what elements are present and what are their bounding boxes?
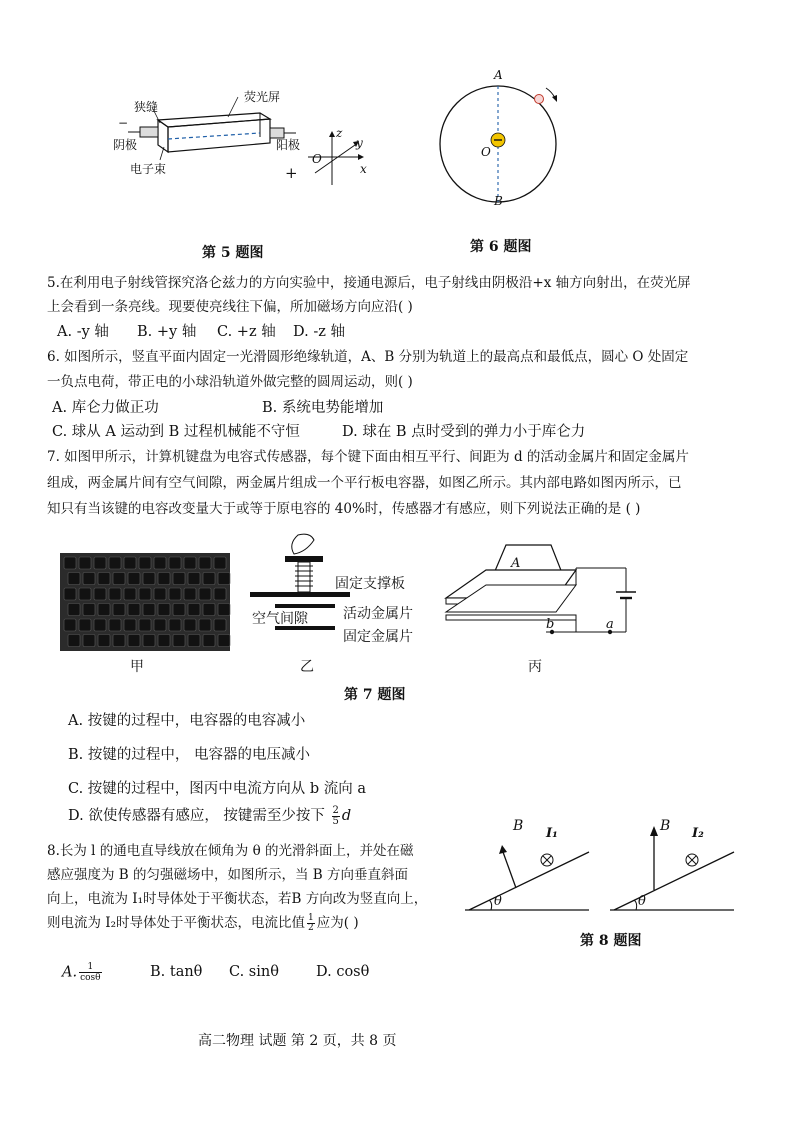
- keyboard-key: [143, 604, 155, 616]
- circular-track-diagram: [430, 74, 570, 214]
- keyboard-key: [128, 604, 140, 616]
- keyboard-key: [139, 557, 151, 569]
- keyboard-key: [154, 619, 166, 631]
- fig5-label-minus: −: [118, 116, 129, 130]
- fig5-label-slit: 狭缝: [134, 100, 159, 114]
- q8-fig-right-B: B: [660, 818, 671, 834]
- keyboard-key: [199, 588, 211, 600]
- q7-label-support: 固定支撑板: [335, 576, 405, 592]
- keyboard-key: [113, 573, 125, 585]
- keyboard-key: [139, 588, 151, 600]
- keyboard-key: [214, 619, 226, 631]
- fig5-caption: 第 5 题图: [202, 245, 264, 261]
- keyboard-key: [64, 619, 76, 631]
- keyboard-key: [158, 573, 170, 585]
- keyboard-key: [128, 635, 140, 647]
- keyboard-key: [113, 635, 125, 647]
- q7-option-c: C. 按键的过程中，图丙中电流方向从 b 流向 a: [68, 781, 367, 797]
- q8-ratio-den: 2: [308, 923, 314, 933]
- q5-stem-line-1: 5.在利用电子射线管探究洛仑兹力的方向实验中，接通电源后，电子射线由阴极沿+x 轴方向射出，在荧光屏: [47, 275, 691, 291]
- keyboard-key: [214, 557, 226, 569]
- keyboard-key: [158, 604, 170, 616]
- q6-option-b: B. 系统电势能增加: [262, 400, 384, 416]
- q8-stem-line-1: 8.长为 l 的通电直导线放在倾角为 θ 的光滑斜面上，并处在磁: [47, 843, 414, 859]
- q6-option-d: D. 球在 B 点时受到的弹力小于库仑力: [342, 424, 586, 440]
- keyboard-key: [218, 635, 230, 647]
- keyboard-key: [79, 619, 91, 631]
- fig6-label-B: B: [494, 194, 503, 208]
- fig5-label-anode: 阳极: [276, 138, 301, 152]
- keyboard-key: [143, 635, 155, 647]
- keyboard-key: [218, 604, 230, 616]
- keyboard-key: [188, 573, 200, 585]
- q8-stem-line-4-text: 则电流为 I₂时导体处于平衡状态，电流比值: [47, 915, 306, 931]
- keyboard-key: [109, 588, 121, 600]
- keyboard-key: [64, 588, 76, 600]
- keyboard-key: [113, 604, 125, 616]
- keyboard-key: [214, 588, 226, 600]
- keyboard-key: [128, 573, 140, 585]
- keyboard-key: [169, 619, 181, 631]
- q8-fig-left-I1: I₁: [546, 826, 558, 841]
- incline-perpendicular-field-diagram: [465, 812, 595, 912]
- q7-label-jia: 甲: [130, 659, 144, 675]
- q6-option-a: A. 库仑力做正功: [52, 400, 159, 416]
- q7-stem-line-3: 知只有当该键的电容改变量大于或等于原电容的 40%时，传感器才有感应，则下列说法正确的是 ( ): [47, 501, 641, 517]
- q5-option-b: B. +y 轴: [137, 324, 197, 340]
- q8-fig-left-theta: θ: [494, 894, 502, 909]
- q8-stem-line-3: 向上，电流为 I₁时导体处于平衡状态，若B 方向改为竖直向上，: [47, 891, 428, 907]
- keyboard-key: [184, 619, 196, 631]
- q7-label-a: a: [606, 617, 614, 632]
- q8-caption: 第 8 题图: [580, 933, 642, 949]
- q8-stem-tail: 应为( ): [316, 915, 359, 931]
- q8-option-b: B. tanθ: [150, 964, 203, 980]
- keyboard-key: [68, 573, 80, 585]
- keyboard-key: [83, 573, 95, 585]
- q7-label-moving: 活动金属片: [343, 606, 413, 622]
- keyboard-key: [98, 573, 110, 585]
- keyboard-key: [169, 557, 181, 569]
- q8-ratio-fraction: [307, 914, 315, 933]
- q7-option-d-var: d: [341, 808, 352, 824]
- keyboard-key: [173, 635, 185, 647]
- keyboard-key: [94, 557, 106, 569]
- fig5-axis-y: y: [356, 136, 363, 150]
- q7-option-d: [68, 804, 351, 827]
- keyboard-key: [188, 604, 200, 616]
- q8-fig-right-theta: θ: [638, 894, 646, 909]
- q7-caption: 第 7 题图: [344, 687, 406, 703]
- q7-label-gap: 空气间隙: [252, 611, 308, 627]
- q5-option-c: C. +z 轴: [217, 324, 276, 340]
- q7-option-a: A. 按键的过程中，电容器的电容减小: [68, 713, 306, 729]
- q7-label-yi: 乙: [300, 659, 314, 675]
- keyboard-key: [173, 573, 185, 585]
- q5-option-d: D. -z 轴: [293, 324, 345, 340]
- q7-stem-line-1: 7. 如图甲所示，计算机键盘为电容式传感器，每个键下面由相互平行、间距为 d 的活动金属片和固定金属片: [47, 449, 689, 465]
- keyboard-key: [79, 588, 91, 600]
- fig5-axis-origin: O: [312, 152, 322, 166]
- keyboard-key: [203, 635, 215, 647]
- fig5-label-screen: 荧光屏: [244, 90, 281, 104]
- page-footer: 高二物理 试题 第 2 页，共 8 页: [198, 1033, 397, 1049]
- keyboard-key: [83, 604, 95, 616]
- keyboard-key: [173, 604, 185, 616]
- q8-fig-left-B: B: [513, 818, 524, 834]
- keyboard-key: [169, 588, 181, 600]
- fig5-label-cathode: 阴极: [113, 138, 138, 152]
- q8-option-c: C. sinθ: [229, 964, 279, 980]
- q5-option-a: A. -y 轴: [57, 324, 109, 340]
- keyboard-key: [94, 588, 106, 600]
- q8-stem-line-4: [47, 914, 359, 933]
- keyboard-key: [109, 619, 121, 631]
- keyboard-key: [158, 635, 170, 647]
- q8-ratio-num: 1: [308, 913, 314, 923]
- q7-option-b: B. 按键的过程中， 电容器的电压减小: [68, 747, 310, 763]
- keyboard-key: [199, 619, 211, 631]
- keyboard-key: [188, 635, 200, 647]
- keyboard-key: [154, 588, 166, 600]
- q6-option-c: C. 球从 A 运动到 B 过程机械能不守恒: [52, 424, 300, 440]
- keyboard-key: [68, 604, 80, 616]
- fig5-axis-x: x: [360, 162, 367, 176]
- fig5-axis-z: z: [336, 126, 343, 140]
- q7-stem-line-2: 组成，两金属片间有空气间隙，两金属片组成一个平行板电容器，如图乙所示。其内部电路如图丙所示，已: [47, 475, 682, 491]
- keyboard-key: [94, 619, 106, 631]
- q8-stem-line-2: 感应强度为 B 的匀强磁场中，如图所示，当 B 方向垂直斜面: [47, 867, 409, 883]
- keyboard-key: [83, 635, 95, 647]
- fig6-caption: 第 6 题图: [470, 239, 532, 255]
- q7-option-d-frac-num: 2: [332, 804, 339, 816]
- q7-option-d-frac-den: 5: [332, 815, 339, 827]
- keyboard-photo: [60, 553, 230, 651]
- q7-label-fixed: 固定金属片: [343, 629, 413, 645]
- keyboard-key: [143, 573, 155, 585]
- keyboard-key: [98, 604, 110, 616]
- q8-option-a-fraction: [79, 962, 102, 983]
- keyboard-key: [124, 619, 136, 631]
- q7-label-key-A: A: [511, 556, 521, 571]
- fig5-label-beam: 电子束: [130, 162, 167, 176]
- q8-fig-right-I2: I₂: [692, 826, 704, 841]
- q8-option-a-prefix: A.: [62, 964, 78, 981]
- keyboard-key: [64, 557, 76, 569]
- q8-option-a-num: 1: [79, 962, 102, 973]
- q7-label-bing: 丙: [528, 659, 542, 675]
- keyboard-key: [124, 557, 136, 569]
- fig5-label-plus: +: [285, 164, 298, 182]
- fig6-label-O: O: [481, 145, 491, 159]
- keyboard-key: [124, 588, 136, 600]
- q8-option-a-den: cosθ: [80, 973, 101, 983]
- keyboard-key: [154, 557, 166, 569]
- q7-label-b: b: [546, 617, 555, 632]
- q6-stem-line-2: 一负点电荷，带正电的小球沿轨道外做完整的圆周运动，则( ): [47, 374, 413, 390]
- incline-vertical-field-diagram: [610, 812, 740, 912]
- q6-stem-line-1: 6. 如图所示，竖直平面内固定一光滑圆形绝缘轨道，A、B 分别为轨道上的最高点和最低点，圆心 O 处固定: [47, 349, 689, 365]
- keyboard-key: [184, 557, 196, 569]
- q5-stem-line-2: 上会看到一条亮线。现要使亮线往下偏，所加磁场方向应沿( ): [47, 299, 413, 315]
- fig6-label-A: A: [494, 68, 503, 82]
- keyboard-key: [79, 557, 91, 569]
- keyboard-key: [203, 604, 215, 616]
- keyboard-key: [109, 557, 121, 569]
- keyboard-key: [184, 588, 196, 600]
- keyboard-key: [218, 573, 230, 585]
- keyboard-key: [98, 635, 110, 647]
- q7-option-d-fraction: [332, 806, 340, 827]
- keyboard-key: [203, 573, 215, 585]
- q8-option-d: D. cosθ: [316, 964, 370, 980]
- keyboard-key: [199, 557, 211, 569]
- q7-option-d-text: D. 欲使传感器有感应， 按键需至少按下: [68, 808, 325, 824]
- keyboard-key: [68, 635, 80, 647]
- q8-option-a: [62, 962, 104, 983]
- keyboard-key: [139, 619, 151, 631]
